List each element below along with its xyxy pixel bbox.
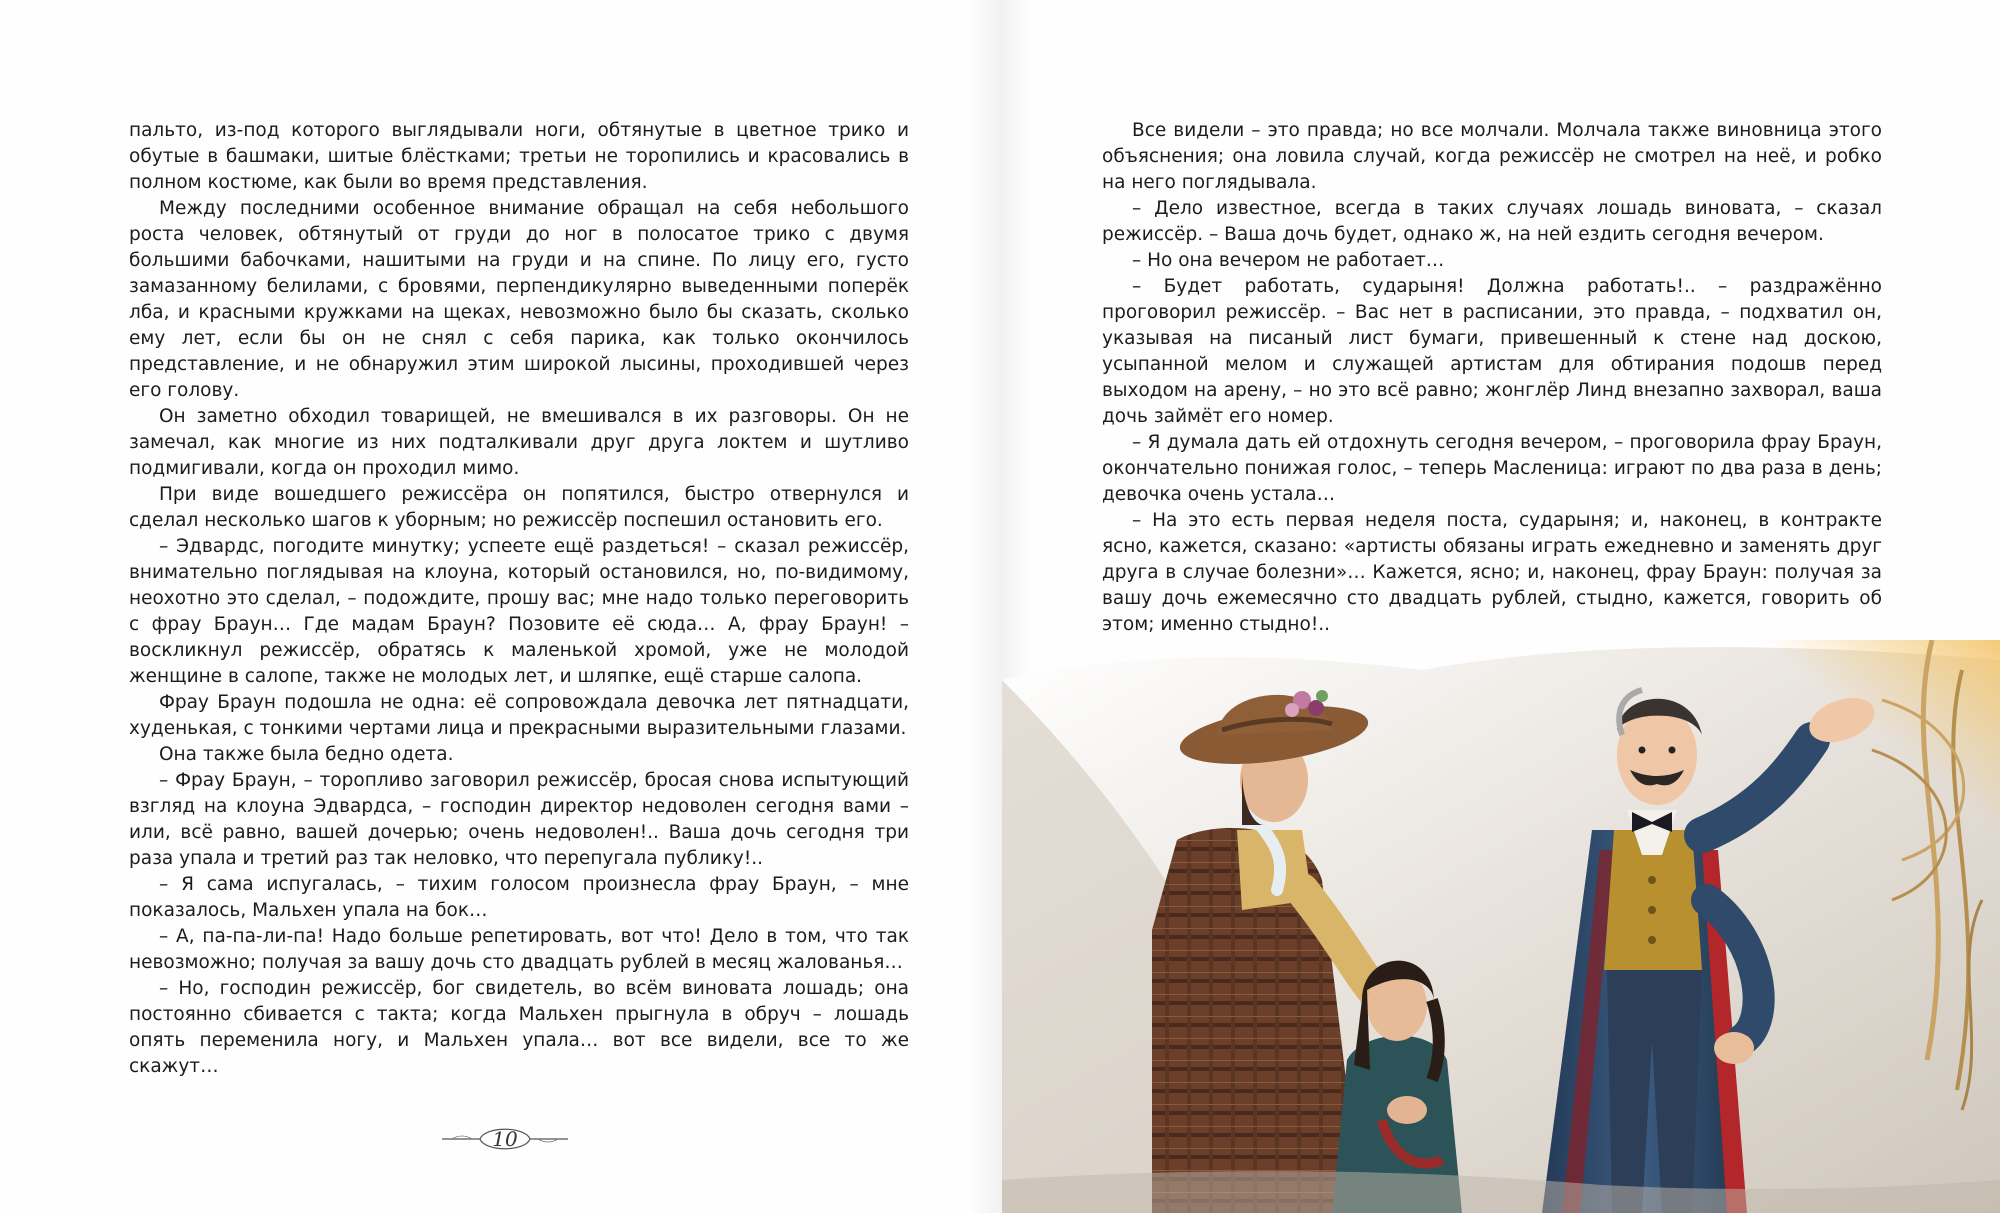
paragraph: Фрау Браун подошла не одна: её сопровождала девочка лет пятнадцати, худенькая, с тонкими чертами лица и прекрасными выразительными глазами. — [129, 692, 909, 739]
page-number-ornament — [440, 1118, 570, 1160]
paragraph: – Фрау Браун, – торопливо заговорил режиссёр, бросая снова испытующий взгляд на клоуна Эдвардса, – господин директор недоволен сегодня вами – или, всё равно, вашей дочерью; очень недоволен!.. Ваша дочь сегодня три раза упала и третий раз так неловко, что перепугала публику!.. — [129, 770, 909, 869]
paragraph: – Я думала дать ей отдохнуть сегодня вечером, – проговорила фрау Браун, окончательно понижая голос, – теперь Масленица: играют по два раза в день; девочка очень устала… — [1102, 432, 1882, 505]
circus-illustration — [1002, 640, 2000, 1213]
paragraph: Между последними особенное внимание обращал на себя небольшого роста человек, обтянутый от груди до ног в полосатое трико с двумя большими бабочками, нашитыми на груди и на спине. По лицу его, густо замазанному белилами, с бровями, перпендикулярно выведенными поперёк лба, и красными кружками на щеках, невозможно было бы сказать, сколько ему лет, если бы он не снял с себя парика, как только окончилось представление, и не обнаружил этим широкой лысины, проходившей через его голову. — [129, 198, 909, 401]
paragraph: Все видели – это правда; но все молчали. Молчала также виновница этого объяснения; она ловила случай, когда режиссёр не смотрел на неё, и робко на него поглядывала. — [1102, 120, 1882, 193]
paragraph: – Дело известное, всегда в таких случаях лошадь виновата, – сказал режиссёр. – Ваша дочь будет, однако ж, на ней ездить сегодня вечером. — [1102, 198, 1882, 245]
paragraph: – А, па-па-ли-па! Надо больше репетировать, вот что! Дело в том, что так невозможно; получая за вашу дочь сто двадцать рублей в месяц жалованья… — [129, 926, 909, 973]
paragraph: Она также была бедно одета. — [159, 744, 454, 765]
paragraph: – Но она вечером не работает… — [1132, 250, 1445, 271]
paragraph: пальто, из-под которого выглядывали ноги, обтянутые в цветное трико и обутые в башмаки, шитые блёстками; третьи не торопились и красовались в полном костюме, как были во время представления. — [129, 120, 909, 193]
paragraph: – Но, господин режиссёр, бог свидетель, во всём виновата лошадь; она постоянно сбивается с такта; когда Мальхен прыгнула в обруч – лошадь опять переменила ногу, и Мальхен упала… вот все видели, все то же скажут… — [129, 978, 909, 1077]
paragraph: – Будет работать, сударыня! Должна работать!.. – раздражённо проговорил режиссёр. – Вас нет в расписании, это правда, – подхватил он, указывая на писаный лист бумаги, привешенный к стене над доскою, усыпанной мелом и служащей артистам для обтирания подошв перед выходом на арену, – но это всё равно; жонглёр Линд внезапно захворал, ваша дочь займёт его номер. — [1102, 276, 1882, 427]
paragraph: – На это есть первая неделя поста, сударыня; и, наконец, в контракте ясно, кажется, сказано: «артисты обязаны играть ежедневно и заменять друг друга в случае болезни»… Кажется, ясно; и, наконец, фрау Браун: получая за вашу дочь ежемесячно сто двадцать рублей, стыдно, кажется, говорить об этом; именно стыдно!.. — [1102, 510, 1882, 635]
paragraph: – Эдвардс, погодите минутку; успеете ещё раздеться! – сказал режиссёр, внимательно поглядывая на клоуна, который остановился, но, по-видимому, неохотно это сделал, – подождите, прошу вас; мне надо только переговорить с фрау Браун… Где мадам Браун? Позовите её сюда… А, фрау Браун! – воскликнул режиссёр, обратясь к маленькой хромой, уже не молодой женщине в салопе, также не молодых лет, и шляпке, ещё старше салопа. — [129, 536, 909, 687]
paragraph: Он заметно обходил товарищей, не вмешивался в их разговоры. Он не замечал, как многие из них подталкивали друг друга локтем и шутливо подмигивали, когда он проходил мимо. — [129, 406, 909, 479]
paragraph: При виде вошедшего режиссёра он попятился, быстро отвернулся и сделал несколько шагов к уборным; но режиссёр поспешил остановить его. — [129, 484, 909, 531]
page-number: 10 — [492, 1127, 518, 1151]
right-page-text — [1102, 118, 1882, 638]
paragraph: – Я сама испугалась, – тихим голосом произнесла фрау Браун, – мне показалось, Мальхен упала на бок… — [129, 874, 909, 921]
left-page-text — [129, 118, 909, 1080]
